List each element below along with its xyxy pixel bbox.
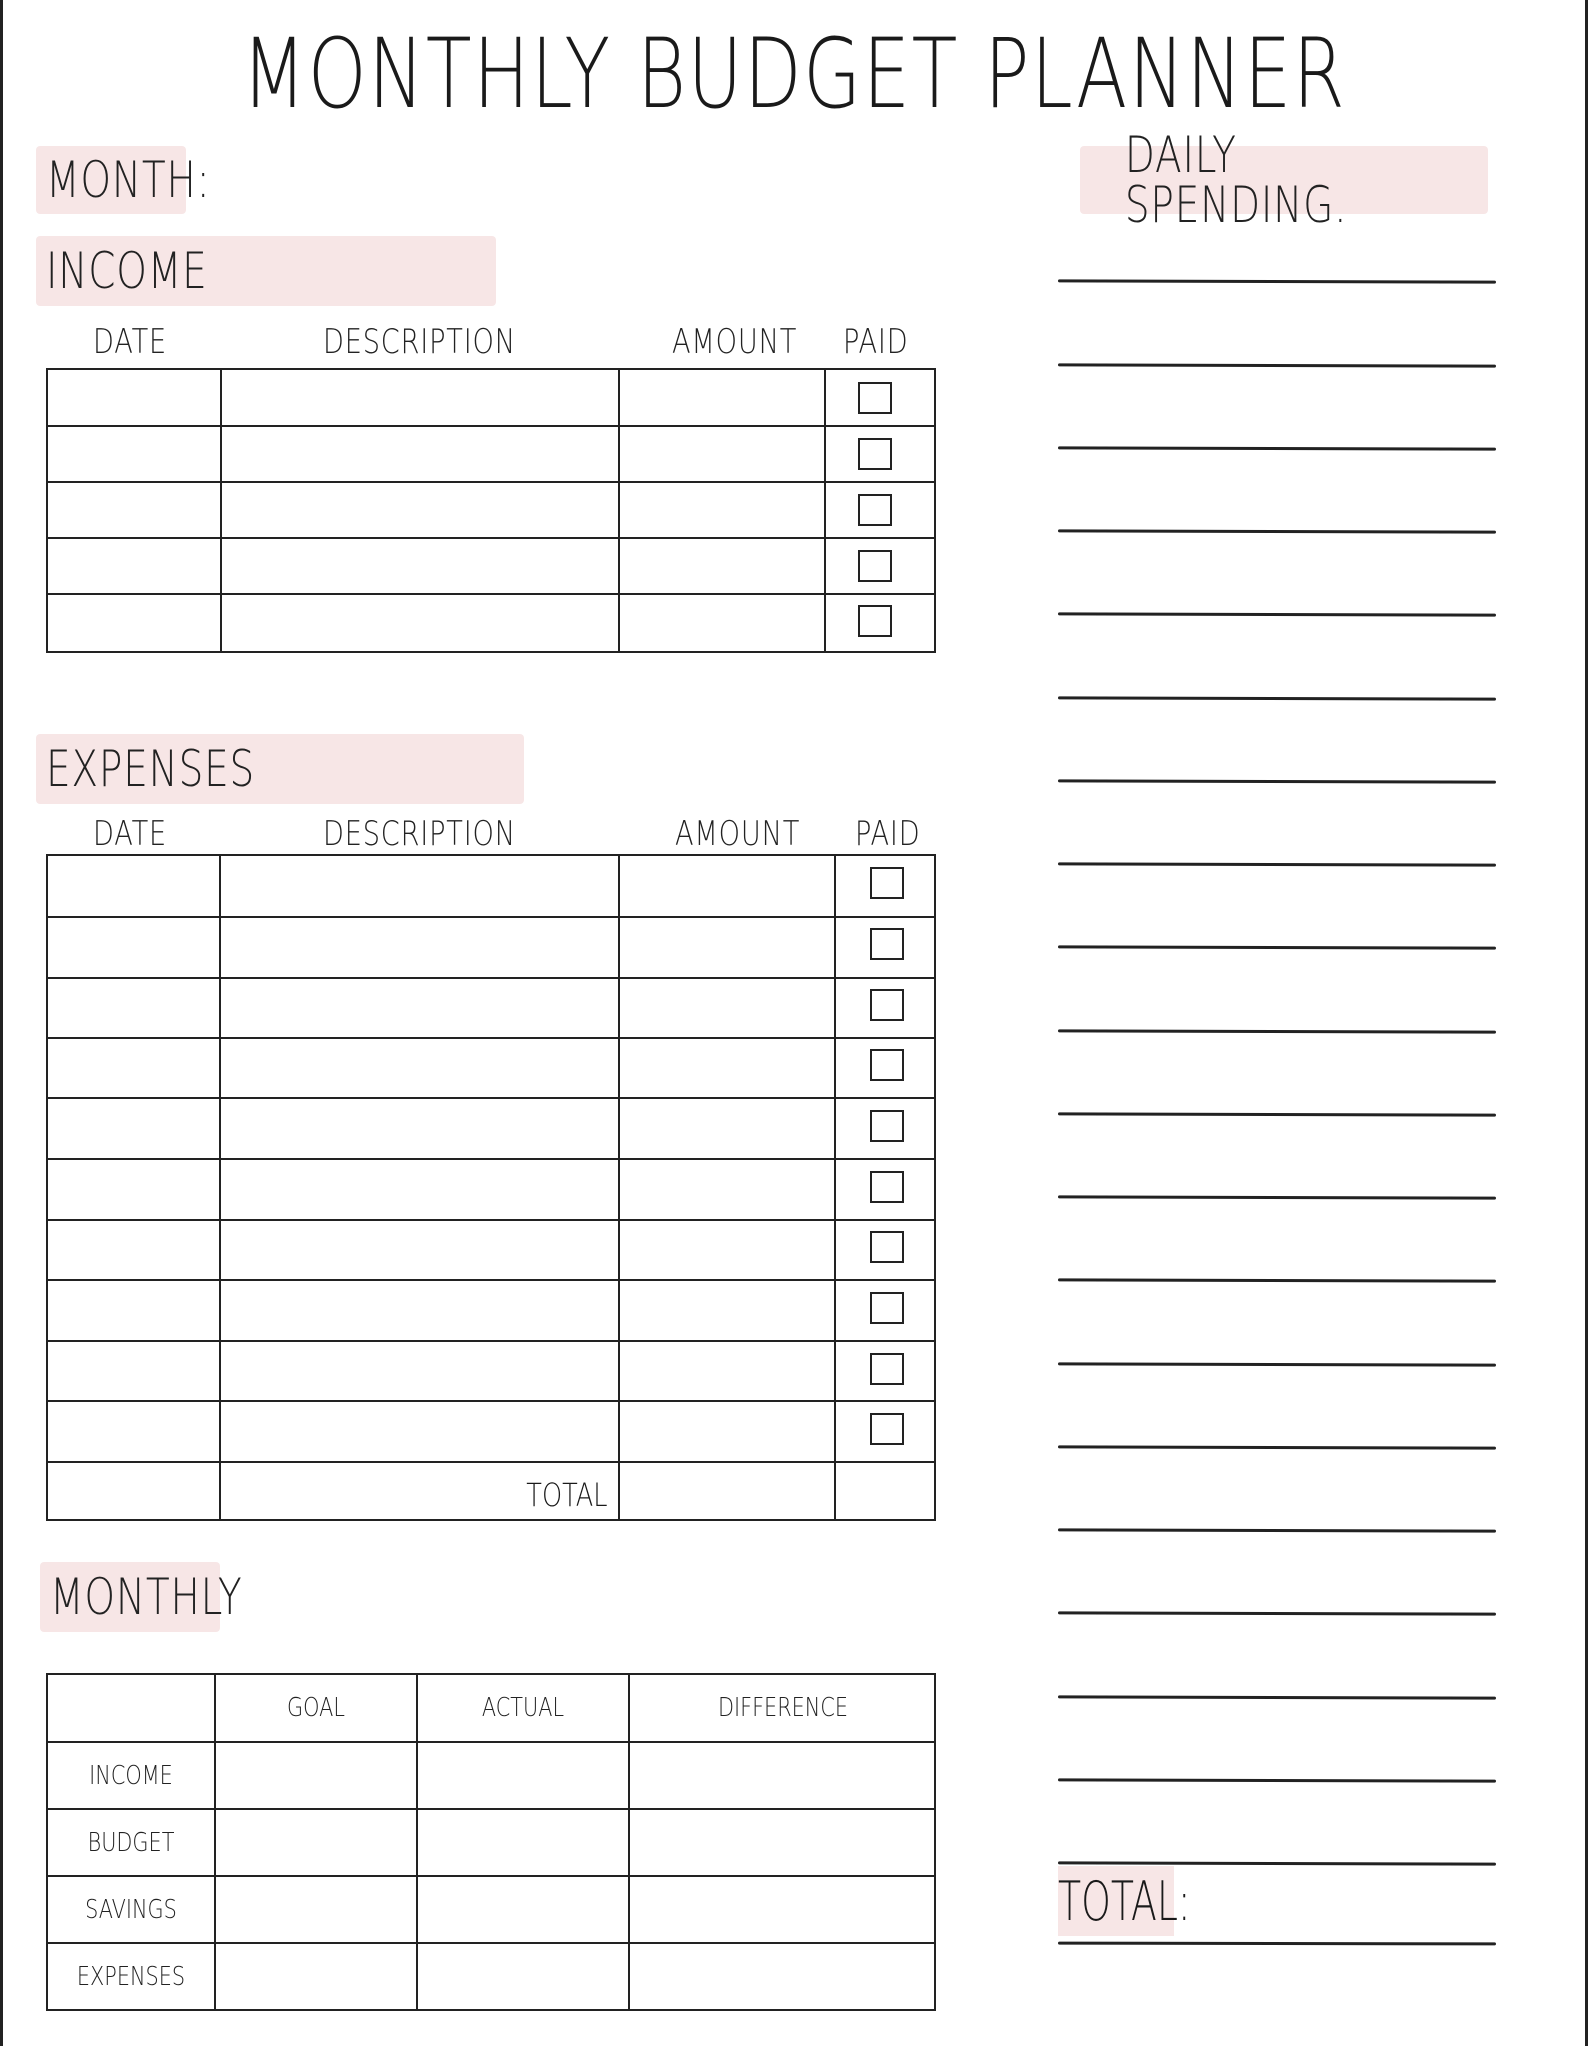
month-field[interactable] — [36, 146, 211, 214]
monthly-row-budget: BUDGET — [87, 1828, 175, 1858]
monthly-divider — [416, 1675, 418, 2009]
daily-spending-line[interactable] — [1058, 363, 1496, 367]
monthly-summary-table — [46, 1673, 936, 2011]
expenses-paid-checkbox[interactable] — [870, 1171, 904, 1203]
monthly-section-header — [40, 1562, 243, 1632]
daily-spending-line[interactable] — [1058, 696, 1496, 700]
daily-spending-line[interactable] — [1058, 779, 1496, 783]
income-paid-checkbox[interactable] — [858, 382, 892, 414]
expenses-row-divider — [48, 1097, 934, 1099]
monthly-row-income: INCOME — [89, 1761, 173, 1791]
expenses-paid-checkbox[interactable] — [870, 928, 904, 960]
daily-spending-line[interactable] — [1058, 446, 1496, 450]
expenses-paid-checkbox[interactable] — [870, 1292, 904, 1324]
expenses-paid-checkbox[interactable] — [870, 1049, 904, 1081]
daily-spending-line[interactable] — [1058, 1029, 1496, 1033]
expenses-row-divider — [48, 1037, 934, 1039]
income-label: INCOME — [46, 242, 208, 300]
page-left-edge — [0, 0, 3, 2046]
monthly-row-expenses: EXPENSES — [76, 1962, 186, 1992]
expenses-paid-checkbox[interactable] — [870, 1110, 904, 1142]
income-paid-checkbox[interactable] — [858, 605, 892, 637]
expenses-col-date: DATE — [93, 814, 167, 854]
monthly-row-divider — [48, 1741, 934, 1743]
monthly-row-divider — [48, 1808, 934, 1810]
monthly-col-goal: GOAL — [287, 1693, 345, 1723]
expenses-paid-checkbox[interactable] — [870, 989, 904, 1021]
daily-spending-line[interactable] — [1058, 1861, 1496, 1865]
daily-spending-line[interactable] — [1058, 862, 1496, 866]
income-paid-checkbox[interactable] — [858, 550, 892, 582]
expenses-row-divider — [48, 1400, 934, 1402]
income-row-divider — [48, 481, 934, 483]
expenses-section-header — [36, 734, 524, 804]
daily-total-label: TOTAL: — [1058, 1869, 1191, 1933]
daily-spending-line[interactable] — [1058, 1528, 1496, 1532]
expenses-col-amount: AMOUNT — [675, 814, 801, 854]
monthly-row-divider — [48, 1942, 934, 1944]
income-divider — [220, 370, 222, 651]
expenses-paid-checkbox[interactable] — [870, 867, 904, 899]
daily-spending-line[interactable] — [1058, 1278, 1496, 1282]
expenses-row-divider — [48, 1461, 934, 1463]
expenses-divider — [834, 856, 836, 1519]
expenses-paid-checkbox[interactable] — [870, 1353, 904, 1385]
expenses-row-divider — [48, 916, 934, 918]
daily-spending-label: DAILY SPENDING. — [1124, 126, 1348, 234]
expenses-col-paid: PAID — [855, 814, 921, 854]
income-divider — [824, 370, 826, 651]
daily-spending-line[interactable] — [1058, 1611, 1496, 1615]
income-col-date: DATE — [93, 322, 167, 362]
income-row-divider — [48, 425, 934, 427]
daily-spending-line[interactable] — [1058, 612, 1496, 616]
expenses-row-divider — [48, 1219, 934, 1221]
daily-spending-line[interactable] — [1058, 279, 1496, 283]
income-paid-checkbox[interactable] — [858, 438, 892, 470]
daily-spending-line[interactable] — [1058, 1362, 1496, 1366]
daily-spending-line[interactable] — [1058, 1195, 1496, 1199]
expenses-row-divider — [48, 1279, 934, 1281]
page-title: MONTHLY BUDGET PLANNER — [241, 18, 1347, 130]
income-row-divider — [48, 537, 934, 539]
expenses-divider — [219, 856, 221, 1519]
monthly-col-difference: DIFFERENCE — [717, 1693, 849, 1723]
expenses-row-divider — [48, 977, 934, 979]
monthly-row-savings: SAVINGS — [85, 1895, 177, 1925]
daily-spending-line[interactable] — [1058, 1778, 1496, 1782]
expenses-row-divider — [48, 1340, 934, 1342]
monthly-divider — [214, 1675, 216, 2009]
daily-spending-line[interactable] — [1058, 945, 1496, 949]
expenses-paid-checkbox[interactable] — [870, 1231, 904, 1263]
income-col-amount: AMOUNT — [672, 322, 798, 362]
daily-spending-line[interactable] — [1058, 1112, 1496, 1116]
daily-total-line[interactable] — [1058, 1942, 1496, 1946]
monthly-row-divider — [48, 1875, 934, 1877]
daily-total-box — [1058, 1866, 1191, 1936]
expenses-paid-checkbox[interactable] — [870, 1413, 904, 1445]
daily-spending-line[interactable] — [1058, 1695, 1496, 1699]
expenses-total-label: TOTAL — [526, 1476, 608, 1514]
expenses-col-description: DESCRIPTION — [323, 814, 516, 854]
monthly-divider — [628, 1675, 630, 2009]
expenses-divider — [618, 856, 620, 1519]
income-table — [46, 368, 936, 653]
income-divider — [618, 370, 620, 651]
daily-spending-line[interactable] — [1058, 1445, 1496, 1449]
month-label: MONTH: — [46, 151, 211, 209]
monthly-col-actual: ACTUAL — [481, 1693, 565, 1723]
expenses-row-divider — [48, 1158, 934, 1160]
expenses-table — [46, 854, 936, 1521]
income-section-header — [36, 236, 496, 306]
income-col-paid: PAID — [843, 322, 909, 362]
daily-spending-header — [1080, 126, 1488, 234]
daily-spending-line[interactable] — [1058, 529, 1496, 533]
expenses-label: EXPENSES — [46, 740, 256, 798]
monthly-label: MONTHLY — [50, 1568, 243, 1626]
income-paid-checkbox[interactable] — [858, 494, 892, 526]
income-col-description: DESCRIPTION — [323, 322, 516, 362]
income-row-divider — [48, 593, 934, 595]
